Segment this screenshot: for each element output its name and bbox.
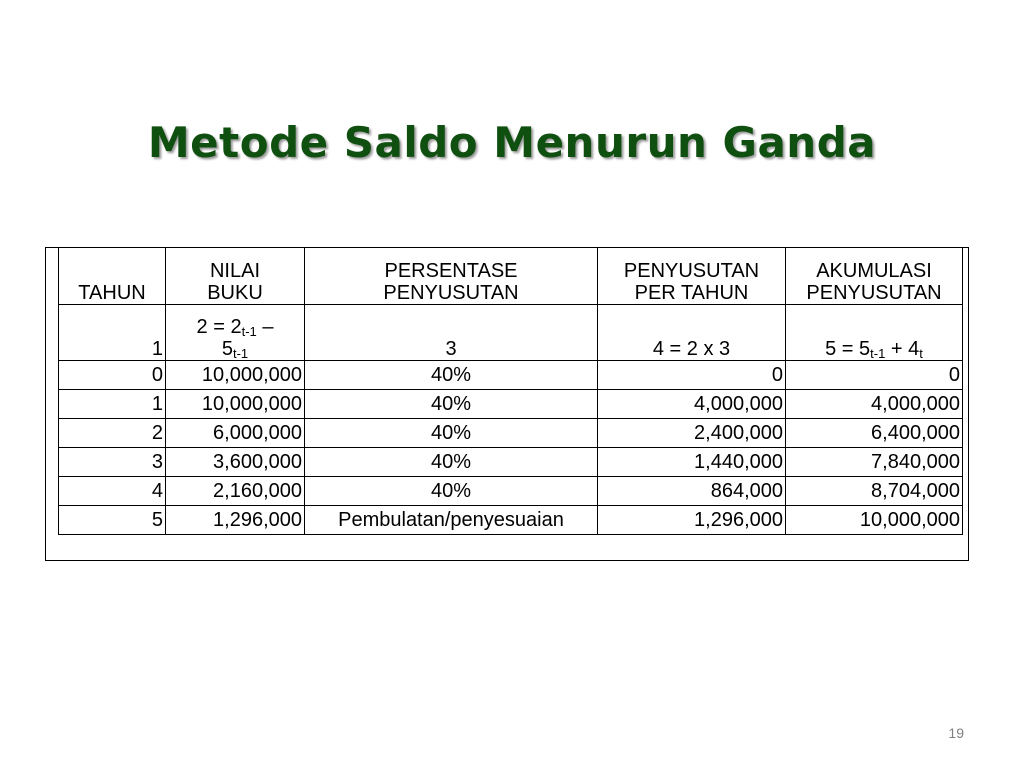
formula-col1: 1 <box>59 305 166 361</box>
header-penyusutan <box>598 248 786 305</box>
cell-penyusutan: 2,400,000 <box>598 419 786 448</box>
formula-subscript: t-1 <box>232 346 249 361</box>
page-number: 19 <box>948 725 964 741</box>
cell-persentase: 40% <box>305 390 598 419</box>
header-line: PER TAHUN <box>634 282 749 304</box>
cell-nilai-buku: 3,600,000 <box>166 448 305 477</box>
header-line: PENYUSUTAN <box>383 282 519 304</box>
table-row <box>59 477 963 506</box>
cell-penyusutan: 1,440,000 <box>598 448 786 477</box>
header-line: PENYUSUTAN <box>623 260 760 282</box>
header-line: AKUMULASI <box>816 260 932 282</box>
header-line: PERSENTASE <box>384 260 518 282</box>
header-row <box>59 248 963 305</box>
formula-col3: 3 <box>305 305 598 361</box>
table-row <box>59 506 963 535</box>
formula-col2 <box>166 305 305 361</box>
cell-akumulasi: 6,400,000 <box>786 419 963 448</box>
formula-row <box>59 305 963 361</box>
cell-tahun: 3 <box>59 448 166 477</box>
slide-title: Metode Saldo Menurun Ganda <box>147 118 877 167</box>
formula-col5 <box>786 305 963 361</box>
cell-persentase: 40% <box>305 448 598 477</box>
cell-persentase: 40% <box>305 361 598 390</box>
table-row <box>59 361 963 390</box>
cell-akumulasi: 0 <box>786 361 963 390</box>
cell-akumulasi: 8,704,000 <box>786 477 963 506</box>
cell-tahun: 5 <box>59 506 166 535</box>
formula-col4: 4 = 2 x 3 <box>598 305 786 361</box>
formula-part: – <box>256 316 274 338</box>
formula-line <box>168 316 302 338</box>
depreciation-table <box>58 247 963 535</box>
cell-persentase: 40% <box>305 419 598 448</box>
header-line: PENYUSUTAN <box>806 282 942 304</box>
cell-nilai-buku: 6,000,000 <box>166 419 305 448</box>
header-line: NILAI <box>209 260 261 282</box>
formula-part: 5 = 5 <box>825 338 871 360</box>
cell-persentase: Pembulatan/penyesuaian <box>305 506 598 535</box>
header-persentase <box>305 248 598 305</box>
formula-part: 5 <box>221 338 233 360</box>
header-tahun <box>59 248 166 305</box>
table-row <box>59 419 963 448</box>
header-tahun-label: TAHUN <box>78 282 146 304</box>
formula-subscript: t <box>919 346 923 361</box>
cell-nilai-buku: 2,160,000 <box>166 477 305 506</box>
cell-persentase: 40% <box>305 477 598 506</box>
formula-part: 2 = 2 <box>196 316 242 338</box>
cell-tahun: 2 <box>59 419 166 448</box>
cell-nilai-buku: 10,000,000 <box>166 361 305 390</box>
cell-penyusutan: 1,296,000 <box>598 506 786 535</box>
cell-tahun: 4 <box>59 477 166 506</box>
cell-akumulasi: 7,840,000 <box>786 448 963 477</box>
header-akumulasi <box>786 248 963 305</box>
table-row <box>59 448 963 477</box>
formula-subscript: t-1 <box>241 324 257 339</box>
cell-penyusutan: 0 <box>598 361 786 390</box>
cell-nilai-buku: 10,000,000 <box>166 390 305 419</box>
cell-nilai-buku: 1,296,000 <box>166 506 305 535</box>
header-nilai-buku <box>166 248 305 305</box>
formula-part: + 4 <box>885 338 920 360</box>
cell-penyusutan: 4,000,000 <box>598 390 786 419</box>
formula-line <box>168 338 302 360</box>
formula-subscript: t-1 <box>870 346 886 361</box>
header-line: BUKU <box>207 282 263 304</box>
cell-akumulasi: 10,000,000 <box>786 506 963 535</box>
table-row <box>59 390 963 419</box>
cell-akumulasi: 4,000,000 <box>786 390 963 419</box>
cell-tahun: 0 <box>59 361 166 390</box>
cell-penyusutan: 864,000 <box>598 477 786 506</box>
cell-tahun: 1 <box>59 390 166 419</box>
data-rows <box>59 361 963 535</box>
